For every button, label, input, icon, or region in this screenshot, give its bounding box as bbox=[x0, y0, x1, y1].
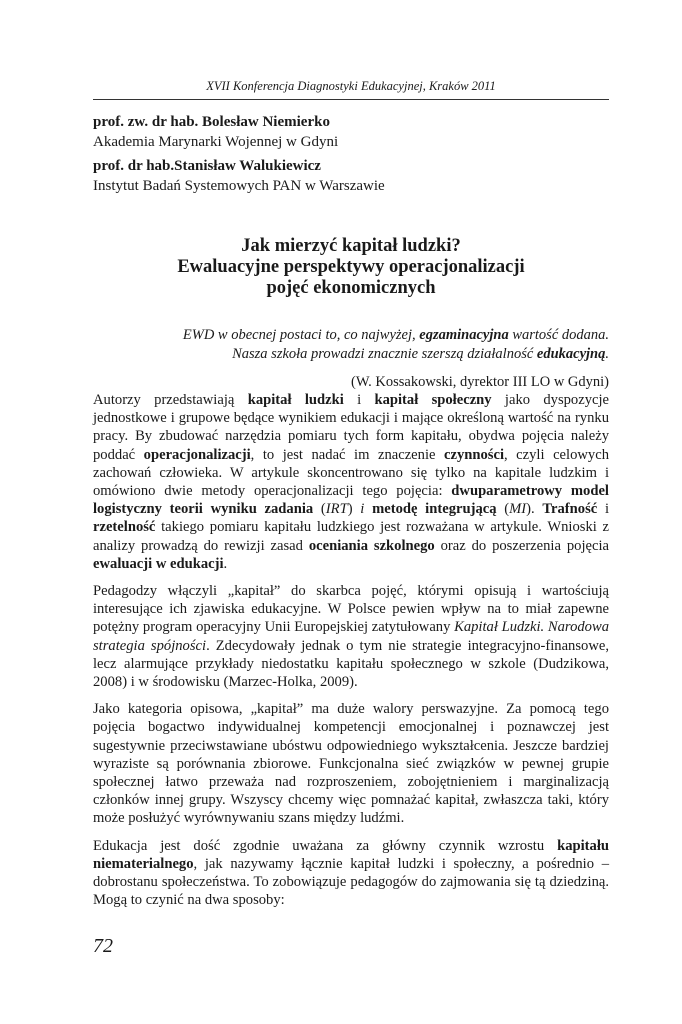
epigraph-line-2 bbox=[93, 345, 609, 364]
epigraph bbox=[93, 326, 609, 392]
authors-block bbox=[93, 112, 609, 200]
paragraph-3: Jako kategoria opisowa, „kapitał” ma duże walory perswazyjne. Za pomocą tego pojęcia bogactwo indywidualnej kompetencji emocjonalnej i poznawczej jest sugestywnie przeciwstawiane ubóstwu odpowiedniego wykształcenia. Jeszcze bardziej wyraziste są porównania zbiorowe. Funkcjonalna sieć związków w pewnej grupie społecznej łatwo przeważa nad rozproszeniem, zobojętnieniem i marginalizacją członków innej grupy. Wszyscy chcemy więc pomnażać kapitał, zwłaszcza taki, który może posłużyć wyrównywaniu szans między ludźmi. bbox=[93, 701, 609, 827]
author-affiliation: Akademia Marynarki Wojennej w Gdyni bbox=[93, 134, 339, 150]
author-name: prof. dr hab.Stanisław Walukiewicz bbox=[93, 158, 321, 174]
paragraph-4: Edukacja jest dość zgodnie uważana za główny czynnik wzrostu kapitału niematerialnego, jak nazywamy łącznie kapitał ludzki i społeczny, a pośrednio – dobrostanu społeczeństwa. To zobowiązuje pedagogów do zajmowania się tą dziedziną. Mogą to czynić na dwa sposoby: bbox=[93, 837, 609, 909]
article-title bbox=[93, 236, 609, 299]
epigraph-text: wartość dodana. bbox=[508, 327, 609, 343]
paragraph-2: Pedagodzy włączyli „kapitał” do skarbca pojęć, którymi opisują i wartościują interesujące ich zjawiska edukacyjne. W Polsce pewien wpływ na to miał zapewne potężny program operacyjny Unii Europejskiej zatytułowany Kapitał Ludzki. Narodowa strategia spójności. Zdecydowały jednak o tym nie strategie integracyjno-finansowe, lecz alarmujące przykłady niedostatku kapitału społecznego w szkole (Dudzikowa, 2008) i w środowisku (Marzec-Holka, 2009). bbox=[93, 583, 609, 691]
author-1 bbox=[93, 112, 609, 152]
title-line-1: Jak mierzyć kapitał ludzki? bbox=[241, 236, 461, 256]
author-2 bbox=[93, 156, 609, 196]
epigraph-emphasis: edukacyjną bbox=[536, 346, 606, 362]
author-affiliation: Instytut Badań Systemowych PAN w Warszawie bbox=[93, 178, 385, 194]
epigraph-text: . bbox=[605, 346, 609, 362]
title-line-2: Ewaluacyjne perspektywy operacjonalizacji bbox=[177, 257, 525, 277]
title-line-3: pojęć ekonomicznych bbox=[266, 278, 436, 298]
epigraph-text: Nasza szkoła prowadzi znacznie szerszą działalność bbox=[232, 346, 537, 362]
page-number: 72 bbox=[93, 935, 113, 957]
author-name: prof. zw. dr hab. Bolesław Niemierko bbox=[93, 114, 330, 130]
paragraph-1: Autorzy przedstawiają kapitał ludzki i kapitał społeczny jako dyspozycje jednostkowe i grupowe będące wynikiem edukacji i mające określoną wartość na rynku pracy. By zbudować narzędzia pomiaru tych form kapitału, obydwa pojęcia należy poddać operacjonalizacji, to jest nadać im znaczenie czynności, czyli celowych zachowań człowieka. W artykule skoncentrowano się tylko na kapitale ludzkim i omówiono dwie metody operacjonalizacji tego pojęcia: dwuparametrowy model logistyczny teorii wyniku zadania (IRT) i metodę integrującą (MI). Trafność i rzetelność takiego pomiaru kapitału ludzkiego jest rozważana w artykule. Wnioski z analizy prowadzą do rewizji zasad oceniania szkolnego oraz do poszerzenia pojęcia ewaluacji w edukacji. bbox=[93, 392, 610, 572]
header-rule bbox=[93, 99, 609, 100]
epigraph-source: (W. Kossakowski, dyrektor III LO w Gdyni) bbox=[350, 374, 609, 390]
article-body bbox=[93, 391, 609, 918]
epigraph-line-1 bbox=[93, 326, 609, 345]
epigraph-emphasis: egzaminacyjna bbox=[419, 327, 509, 343]
epigraph-text: EWD w obecnej postaci to, co najwyżej, bbox=[182, 327, 420, 343]
running-header: XVII Konferencja Diagnostyki Edukacyjnej, Kraków 2011 bbox=[206, 79, 496, 93]
